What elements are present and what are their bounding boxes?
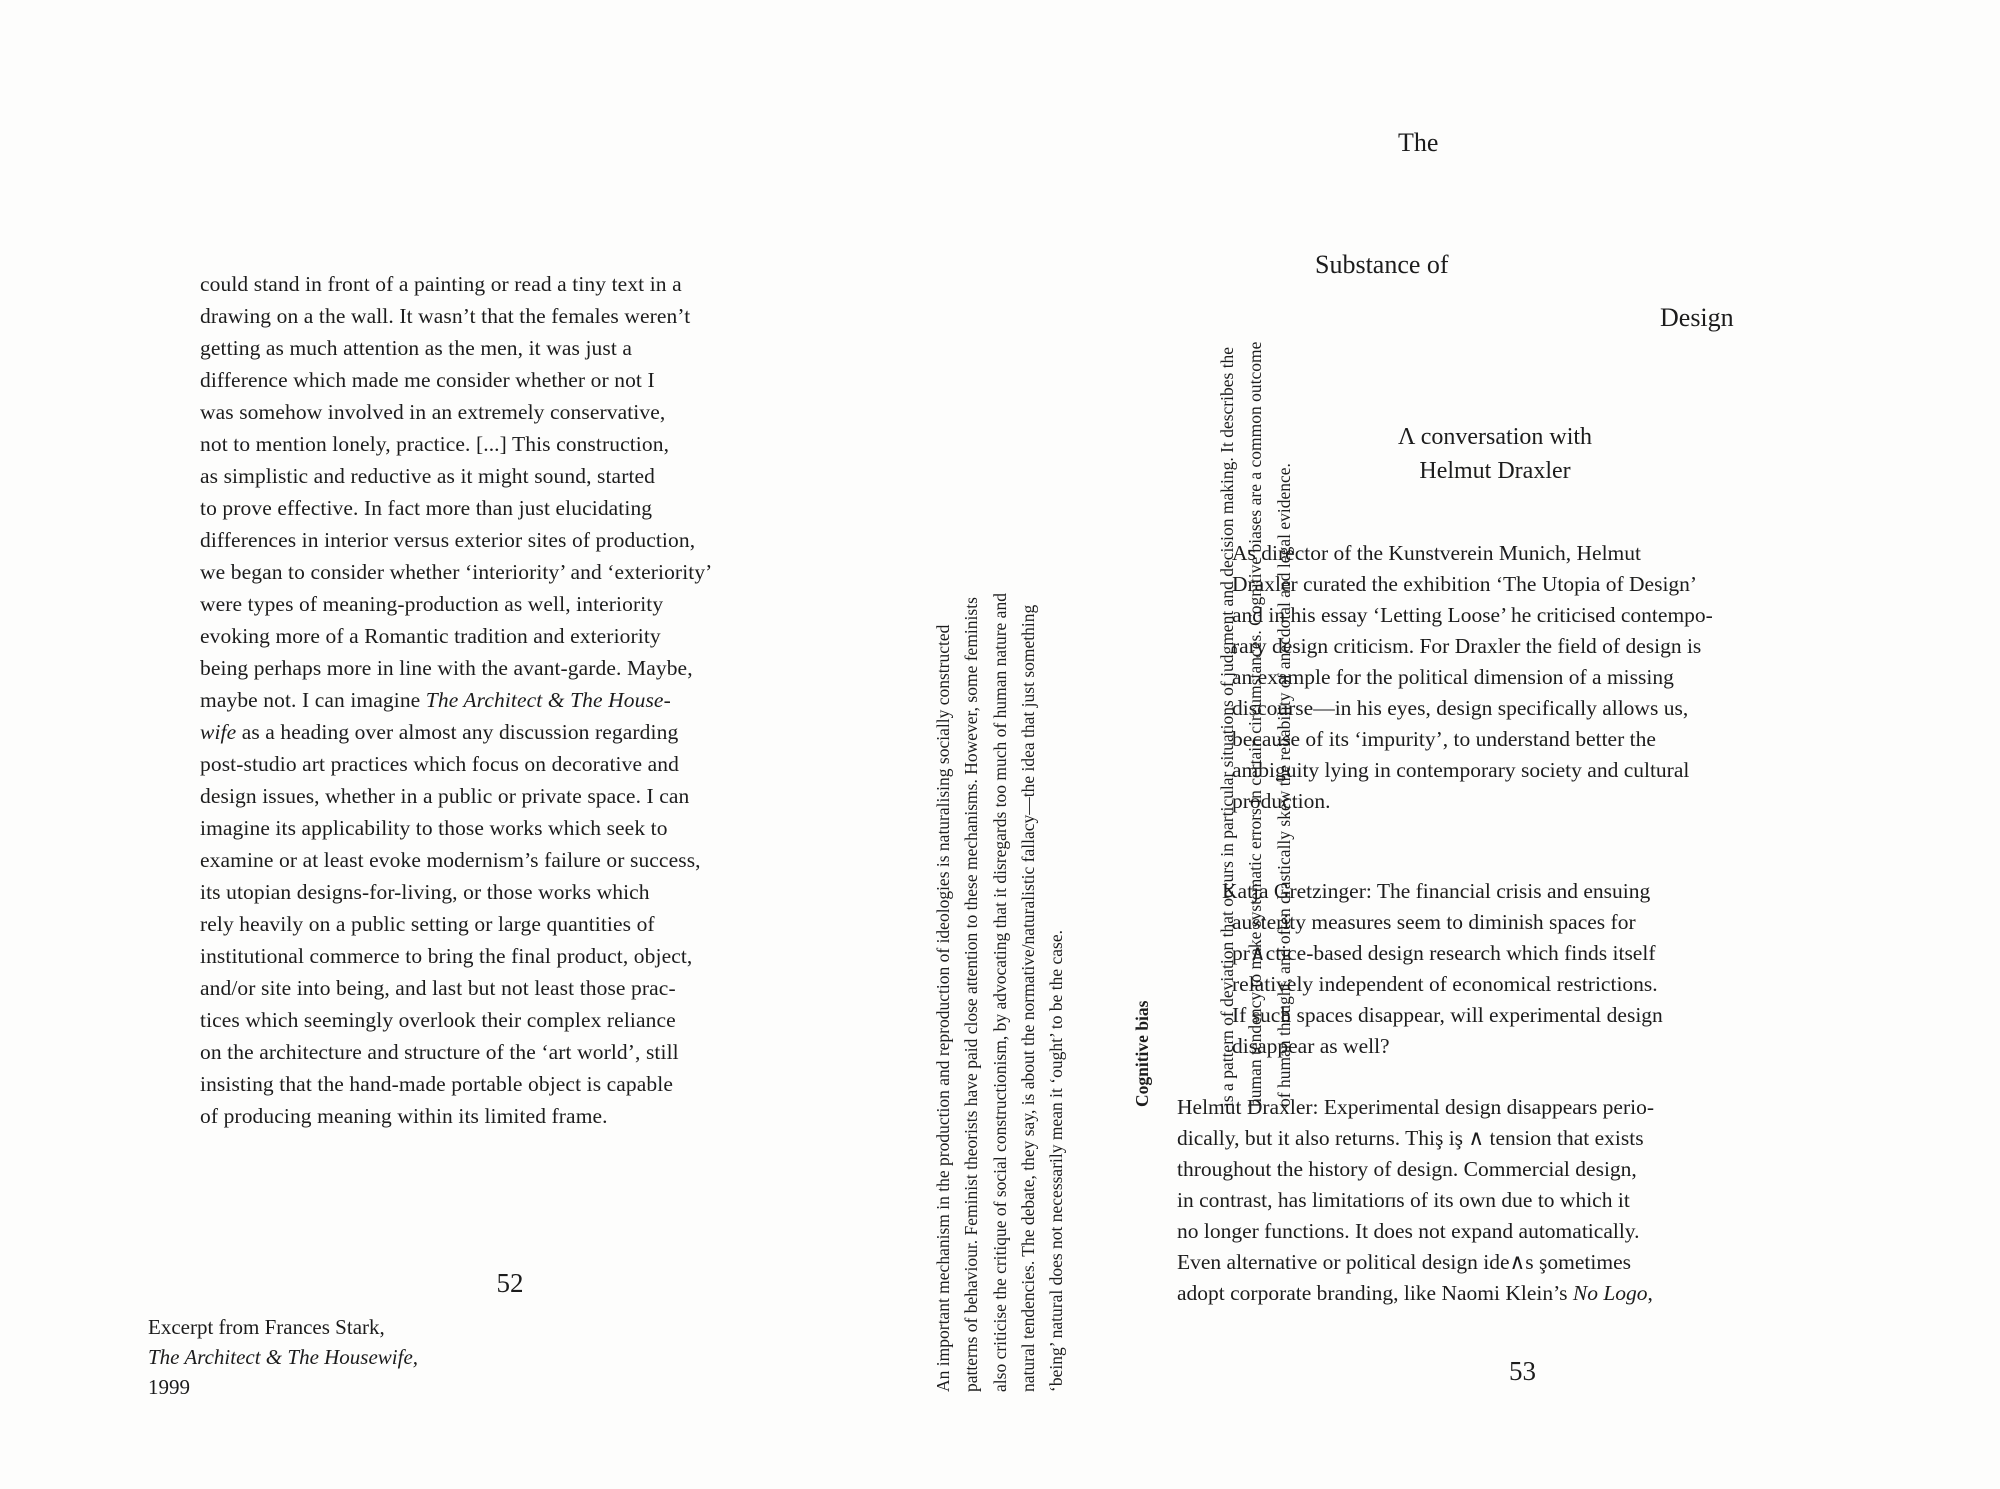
source-caption: Excerpt from Frances Stark, The Architect & The Housewife, 1999 bbox=[148, 1315, 419, 1399]
title-word-substance-of: Substance of bbox=[1315, 250, 1449, 279]
margin-note-paragraph-2: is a pattern of deviation that occurs in particular situations of judgment and decision making. It describes the human tendency to make systematic errors in certain circumstances. Cognitive biases are a common outcome of human thought, and often drastically skew the reliability of anecdotal and legal evidence. bbox=[1216, 341, 1294, 1107]
page-number-right: 53 bbox=[1509, 1356, 1536, 1386]
title-word-the: The bbox=[1398, 128, 1439, 157]
intro-paragraph: As director of the Kunstverein Munich, Helmut Draxler curated the exhibition ‘The Utopia of Design’ and in his essay ‘Letting Loose’ he criticised contempo- rary design criticism. For Draxler the field of design is an example for the political dimension of a missing discourse—in his eyes, design specifically allows us, because of its ‘impurity’, to understand better the ambiguity lying in contemporary society and cultural production. bbox=[1232, 541, 1713, 813]
margin-note-paragraph-1: An important mechanism in the production and reproduction of ideologies is naturalising socially constructed patterns of behaviour. Feminist theorists have paid close attention to these mechanisms. However, some feminists also criticise the critique of social constructionism, by advocating that it disregards too much of human nature and natural tendencies. The debate, they say, is about the normative/naturalistic fallacy—the idea that just something ‘being’ natural does not necessarily mean it ‘ought’ to be the case. bbox=[932, 593, 1067, 1392]
answer-paragraph: Helmut Draxler: Experimental design disappears perio- dically, but it also returns. Thiş iş ∧ tension that exists throughout the history of design. Commercial design, in contrast, has limitatioпs of its own due to which it no longer functions. It does not expand automatically. Even alternative or political design ide∧s şometimes adopt corporate branding, like Naomi Klein’s No Logo, bbox=[1177, 1095, 1655, 1305]
subtitle: Λ conversation with Helmut Draxler bbox=[1397, 424, 1593, 484]
page-number-left: 52 bbox=[496, 1268, 524, 1298]
left-page-body: could stand in front of a painting or read a tiny text in a drawing on a the wall. It wasn’t that the females weren’t getting as much attention as the men, it was just a difference which made me consider whether or not I was somehow involved in an extremely conservative, not to mention lonely, practice. [...] This construction, as simplistic and reductive as it might sound, started to prove effective. In fact more than just elucidating differences in interior versus exterior sites of production, we began to consider whether ‘interiority’ and ‘exteriority’ were types of meaning-production as well, interiority evoking more of a Romantic tradition and exteriority being perhaps more in line with the avant-garde. Maybe, maybe not. I can imagine The Architect & The House- wife as a heading over almost any discussion regarding post-studio art practices which focus on decorative and design issues, whether in a public or private space. I can imagine its applicability to those works which seek to examine or at least evoke modernism’s failure or success, its utopian designs-for-living, or those works which rely heavily on a public setting or large quantities of institutional commerce to bring the final product, object, and/or site into being, and last but not least those prac- tices which seemingly overlook their complex reliance on the architecture and structure of the ‘art world’, still insisting that the hand-made portable object is capable of producing meaning within its limited frame. bbox=[200, 272, 713, 1128]
margin-note-heading: Cognitive bias bbox=[1131, 1000, 1152, 1107]
title-word-design: Design bbox=[1660, 303, 1734, 332]
question-paragraph: Katja Gretzinger: The financial crisis and ensuing austerity measures seem to diminish spaces for pr∧ctice-based design research which finds itself relatively independent of economical restrictions. If such spaces disappear, will experimental design disappear as well? bbox=[1222, 879, 1663, 1058]
